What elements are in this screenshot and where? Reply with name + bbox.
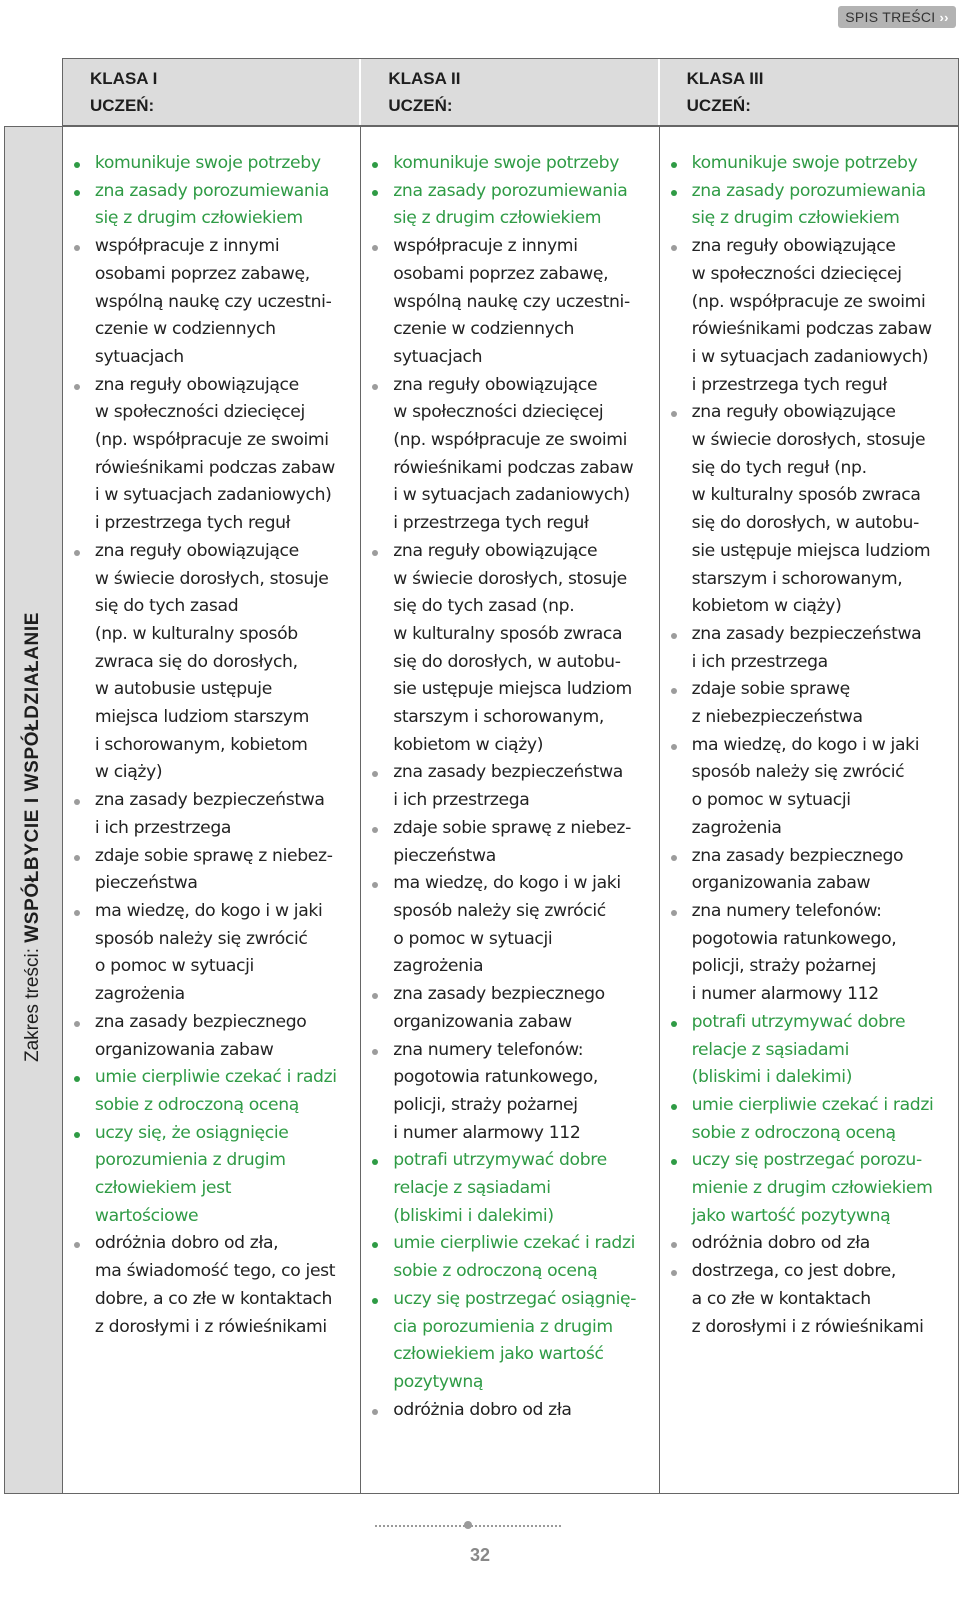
list-item-text: zna reguły obowiązujące w świecie dorosłych, stosuje się do tych reguł (np. w kulturalny sposób zwraca się do dorosłych, w autobu- sie ustępuje miejsca ludziom starszym i schorowanym, kobietom w ciąży) — [691, 402, 931, 617]
list-item — [73, 1230, 354, 1341]
list-item — [371, 178, 652, 233]
bullet-icon — [671, 245, 677, 251]
list-item-text: zna reguły obowiązujące w społeczności dziecięcej (np. współpracuje ze swoimi rówieśnikami podczas zabaw i w sytuacjach zadaniowych) i przestrzega tych reguł — [393, 374, 634, 534]
bullet-icon — [372, 162, 378, 168]
bullet-icon — [671, 855, 677, 861]
list-item-text: zna numery telefonów: pogotowia ratunkowego, policji, straży pożarnej i numer alarmowy 112 — [393, 1039, 598, 1143]
list-item-text: odróżnia dobro od zła — [691, 1233, 870, 1254]
bullet-list — [670, 150, 952, 1341]
list-item-text: zna reguły obowiązujące w społeczności dziecięcej (np. współpracuje ze swoimi rówieśnikami podczas zabaw i w sytuacjach zadaniowych) i przestrzega tych reguł — [691, 236, 932, 395]
bullet-icon — [372, 1049, 378, 1055]
bullet-icon — [671, 1270, 677, 1276]
list-item-text: potrafi utrzymywać dobre relacje z sąsiadami (bliskimi i dalekimi) — [393, 1150, 607, 1226]
side-label — [22, 612, 44, 1062]
bullet-icon — [372, 384, 378, 390]
list-item-text: uczy się, że osiągnięcie porozumienia z drugim człowiekiem jest wartościowe — [94, 1122, 289, 1226]
list-item — [371, 1147, 652, 1230]
bullet-icon — [372, 1242, 378, 1248]
list-item-text: umie cierpliwie czekać i radzi sobie z odroczoną oceną — [393, 1233, 636, 1282]
list-item — [73, 372, 354, 538]
list-item-text: zna zasady porozumiewania się z drugim człowiekiem — [393, 180, 628, 229]
bullet-icon — [372, 882, 378, 888]
bullet-list — [371, 150, 652, 1424]
bullet-icon — [671, 411, 677, 417]
bullet-icon — [671, 1104, 677, 1110]
column-klasa-2 — [361, 127, 659, 1493]
bullet-icon — [372, 1298, 378, 1304]
list-item — [670, 233, 952, 399]
list-item — [371, 870, 652, 981]
bullet-icon — [372, 1409, 378, 1415]
list-item-text: zna zasady bezpieczeństwa i ich przestrzega — [691, 623, 922, 672]
list-item-text: zna zasady bezpieczeństwa i ich przestrzega — [393, 762, 623, 811]
list-item-text: zna zasady porozumiewania się z drugim człowiekiem — [94, 180, 330, 229]
bullet-icon — [74, 1242, 80, 1248]
list-item — [371, 1397, 652, 1425]
list-item-text: ma wiedzę, do kogo i w jaki sposób należy się zwrócić o pomoc w sytuacji zagrożenia — [393, 873, 621, 977]
list-item — [670, 1092, 952, 1147]
list-item-text: dostrzega, co jest dobre, a co złe w kontaktach z dorosłymi i z rówieśnikami — [691, 1261, 924, 1337]
bullet-icon — [74, 190, 80, 196]
toc-button-label: SPIS TREŚCI — [845, 9, 936, 25]
list-item — [371, 815, 652, 870]
bullet-icon — [74, 855, 80, 861]
list-item-text: komunikuje swoje potrzeby — [94, 153, 321, 173]
list-item-text: zna zasady bezpieczeństwa i ich przestrzega — [94, 790, 325, 838]
list-item — [670, 178, 952, 233]
list-item-text: współpracuje z innymi osobami poprzez zabawę, wspólną naukę czy uczestni- czenie w codziennych sytuacjach — [94, 236, 332, 367]
side-label-topic: WSPÓŁBYCIE I WSPÓŁDZIAŁANIE — [22, 612, 44, 944]
list-item — [670, 399, 952, 621]
list-item-text: odróżnia dobro od zła — [393, 1399, 572, 1420]
list-item — [371, 150, 652, 178]
bullet-icon — [372, 245, 378, 251]
bullet-icon — [74, 245, 80, 251]
bullet-icon — [372, 771, 378, 777]
list-item — [371, 538, 652, 760]
bullet-icon — [372, 1159, 378, 1165]
bullet-icon — [74, 162, 80, 168]
bullet-icon — [74, 1076, 80, 1082]
list-item-text: komunikuje swoje potrzeby — [393, 153, 620, 173]
list-item — [670, 898, 952, 1009]
side-label-cell — [5, 127, 63, 1493]
list-item-text: zna zasady bezpiecznego organizowania zabaw — [691, 845, 904, 894]
list-item — [371, 1230, 652, 1285]
bullet-icon — [372, 827, 378, 833]
list-item-text: ma wiedzę, do kogo i w jaki sposób należy się zwrócić o pomoc w sytuacji zagrożenia — [94, 900, 323, 1005]
header-klasa-1 — [63, 59, 361, 125]
list-item — [670, 732, 952, 843]
list-item — [371, 372, 652, 538]
list-item-text: zdaje sobie sprawę z niebez- pieczeństwa — [94, 845, 333, 894]
footer-dot-icon — [464, 1521, 472, 1529]
side-label-prefix: Zakres treści: — [22, 943, 44, 1063]
column-klasa-1 — [63, 127, 361, 1493]
bullet-icon — [74, 1132, 80, 1138]
bullet-icon — [671, 162, 677, 168]
bullet-list — [73, 150, 354, 1341]
list-item — [73, 1009, 354, 1064]
list-item — [73, 787, 354, 842]
list-item — [670, 843, 952, 898]
list-item-text: umie cierpliwie czekać i radzi sobie z odroczoną oceną — [94, 1067, 337, 1115]
list-item — [73, 1064, 354, 1119]
list-item-text: odróżnia dobro od zła, ma świadomość tego, co jest dobre, a co złe w kontaktach z dorosłymi i z rówieśnikami — [94, 1233, 336, 1337]
list-item — [371, 233, 652, 372]
curriculum-table — [4, 58, 959, 1494]
list-item — [73, 538, 354, 787]
list-item-text: zna zasady bezpiecznego organizowania zabaw — [393, 984, 605, 1032]
list-item — [371, 759, 652, 814]
list-item — [670, 676, 952, 731]
list-item-text: zna reguły obowiązujące w społeczności dziecięcej (np. współpracuje ze swoimi rówieśnikami podczas zabaw i w sytuacjach zadaniowych) i przestrzega tych reguł — [94, 374, 335, 534]
bullet-icon — [671, 633, 677, 639]
list-item-text: zdaje sobie sprawę z niebezpieczeństwa — [691, 679, 863, 728]
list-item-text: współpracuje z innymi osobami poprzez zabawę, wspólną naukę czy uczestni- czenie w codziennych sytuacjach — [393, 236, 630, 367]
list-item-text: zna zasady bezpiecznego organizowania zabaw — [94, 1011, 307, 1060]
list-item-text: uczy się postrzegać porozu- mienie z drugim człowiekiem jako wartość pozytywną — [691, 1150, 933, 1226]
chevron-right-icon: ›› — [939, 9, 949, 25]
table-body — [4, 126, 959, 1494]
header-klasa-3 — [660, 59, 958, 125]
list-item-text: zna reguły obowiązujące w świecie dorosłych, stosuje się do tych zasad (np. w kulturalny sposób zwraca się do dorosłych, w autobu- sie ustępuje miejsca ludziom starszym i schorowanym, kobietom w ciąży) — [393, 540, 632, 755]
bullet-icon — [671, 190, 677, 196]
list-item-text: umie cierpliwie czekać i radzi sobie z odroczoną oceną — [691, 1094, 934, 1143]
list-item — [371, 981, 652, 1036]
list-item — [670, 1009, 952, 1092]
bullet-icon — [372, 993, 378, 999]
list-item — [670, 1147, 952, 1230]
header-title: KLASA I — [90, 69, 158, 88]
bullet-icon — [671, 1159, 677, 1165]
list-item — [73, 150, 354, 178]
list-item — [73, 233, 354, 372]
bullet-icon — [74, 1021, 80, 1027]
list-item-text: zna zasady porozumiewania się z drugim człowiekiem — [691, 180, 926, 229]
bullet-icon — [74, 799, 80, 805]
list-item — [670, 621, 952, 676]
list-item — [670, 150, 952, 178]
list-item-text: zna reguły obowiązujące w świecie dorosłych, stosuje się do tych zasad (np. w kulturalny sposób zwraca się do dorosłych, w autobusie ustępuje miejsca ludziom starszym i schorowanym, kobietom w ciąży) — [94, 540, 329, 783]
list-item-text: potrafi utrzymywać dobre relacje z sąsiadami (bliskimi i dalekimi) — [691, 1011, 906, 1088]
bullet-icon — [74, 910, 80, 916]
bullet-icon — [671, 1242, 677, 1248]
header-klasa-2 — [361, 59, 659, 125]
table-header — [62, 58, 959, 126]
header-title: KLASA III — [686, 69, 764, 88]
list-item-text: zna numery telefonów: pogotowia ratunkowego, policji, straży pożarnej i numer alarmowy 112 — [691, 900, 897, 1005]
bullet-icon — [372, 550, 378, 556]
list-item-text: ma wiedzę, do kogo i w jaki sposób należy się zwrócić o pomoc w sytuacji zagrożenia — [691, 734, 920, 838]
header-subtitle: UCZEŃ: — [90, 96, 155, 115]
header-title: KLASA II — [388, 69, 461, 88]
bullet-icon — [671, 910, 677, 916]
list-item-text: uczy się postrzegać osiągnię- cia porozumienia z drugim człowiekiem jako wartość pozytywną — [393, 1288, 637, 1392]
list-item — [371, 1037, 652, 1148]
bullet-icon — [74, 384, 80, 390]
list-item — [670, 1258, 952, 1341]
header-subtitle: UCZEŃ: — [686, 96, 751, 115]
bullet-icon — [671, 744, 677, 750]
list-item — [670, 1230, 952, 1258]
toc-button[interactable] — [838, 6, 956, 28]
list-item — [73, 1120, 354, 1231]
bullet-icon — [671, 688, 677, 694]
header-subtitle: UCZEŃ: — [388, 96, 453, 115]
list-item-text: zdaje sobie sprawę z niebez- pieczeństwa — [393, 817, 631, 866]
list-item — [73, 898, 354, 1009]
list-item — [371, 1286, 652, 1397]
bullet-icon — [74, 550, 80, 556]
list-item — [73, 178, 354, 233]
list-item — [73, 843, 354, 898]
bullet-icon — [671, 1021, 677, 1027]
page-number: 32 — [469, 1545, 491, 1565]
column-klasa-3 — [660, 127, 958, 1493]
bullet-icon — [372, 190, 378, 196]
list-item-text: komunikuje swoje potrzeby — [691, 153, 918, 173]
